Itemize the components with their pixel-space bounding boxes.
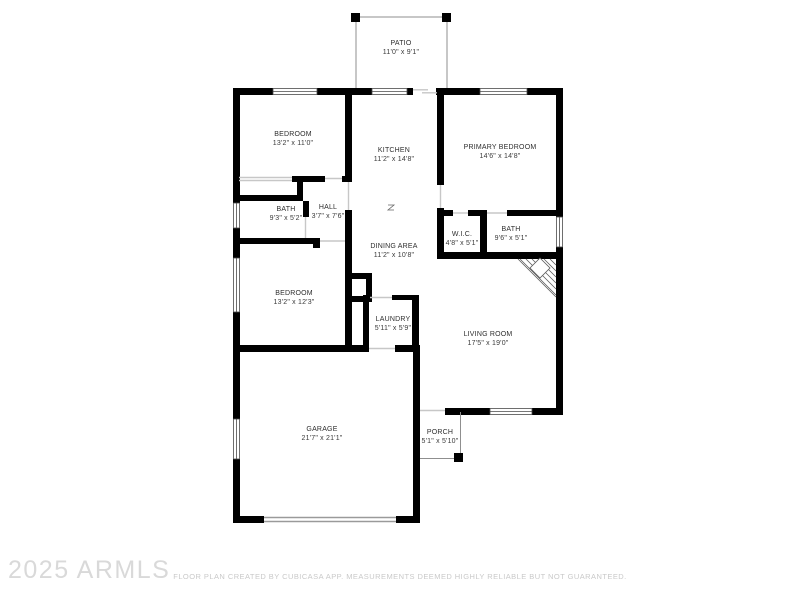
porch-post xyxy=(454,453,463,462)
room-label-wic xyxy=(446,230,479,248)
room-label-living-room xyxy=(464,330,513,348)
plan-marker-glyph xyxy=(388,205,394,210)
room-name: BATH xyxy=(276,206,296,213)
room-label-laundry xyxy=(375,315,411,333)
room-dims: 14'6" x 14'8" xyxy=(479,153,521,160)
room-label-kitchen xyxy=(374,146,414,164)
room-label-garage xyxy=(302,425,343,443)
room-name: LAUNDRY xyxy=(375,316,411,323)
room-dims: 5'11" x 5'9" xyxy=(374,325,412,332)
room-name: GARAGE xyxy=(306,426,338,433)
room-name: LIVING ROOM xyxy=(463,331,513,338)
room-label-dining-area xyxy=(370,242,417,260)
room-name: HALL xyxy=(318,204,338,211)
fireplace-hatch xyxy=(518,258,556,297)
room-dims: 9'6" x 5'1" xyxy=(494,235,528,242)
room-name: PORCH xyxy=(426,429,454,436)
room-dims: 11'2" x 14'8" xyxy=(373,156,415,163)
room-name: PRIMARY BEDROOM xyxy=(463,144,537,151)
disclaimer-text: FLOOR PLAN CREATED BY CUBICASA APP. MEASUREMENTS DEEMED HIGHLY RELIABLE BUT NOT GUARANTEED. xyxy=(173,572,627,581)
room-label-hall xyxy=(312,203,345,221)
room-name: W.I.C. xyxy=(451,231,473,238)
room-dims: 21'7" x 21'1" xyxy=(301,435,343,442)
room-name: BEDROOM xyxy=(275,290,313,297)
patio-post xyxy=(351,13,360,22)
room-label-patio xyxy=(383,39,419,57)
room-label-bedroom-2 xyxy=(274,289,315,307)
room-name: BEDROOM xyxy=(274,131,312,138)
room-dims: 9'3" x 5'2" xyxy=(269,215,303,222)
room-name: DINING AREA xyxy=(370,243,418,250)
room-label-bedroom-1 xyxy=(273,130,313,148)
room-dims: 17'5" x 19'0" xyxy=(467,340,509,347)
room-name: KITCHEN xyxy=(377,147,411,154)
room-dims: 5'1" x 5'10" xyxy=(421,438,459,445)
armls-watermark: 2025 ARMLS xyxy=(8,556,171,584)
room-dims: 3'7" x 7'6" xyxy=(311,213,345,220)
room-label-bath-1 xyxy=(270,205,303,223)
room-dims: 13'2" x 11'0" xyxy=(272,140,314,147)
room-dims: 11'2" x 10'8" xyxy=(373,252,415,259)
room-dims: 11'0" x 9'1" xyxy=(382,49,420,56)
room-dims: 13'2" x 12'3" xyxy=(273,299,315,306)
patio-post xyxy=(442,13,451,22)
room-dims: 4'8" x 5'1" xyxy=(445,240,479,247)
room-label-porch xyxy=(422,428,459,446)
room-label-bath-2 xyxy=(495,225,528,243)
room-name: PATIO xyxy=(390,40,412,47)
room-name: BATH xyxy=(501,226,521,233)
room-label-primary-bedroom xyxy=(464,143,537,161)
